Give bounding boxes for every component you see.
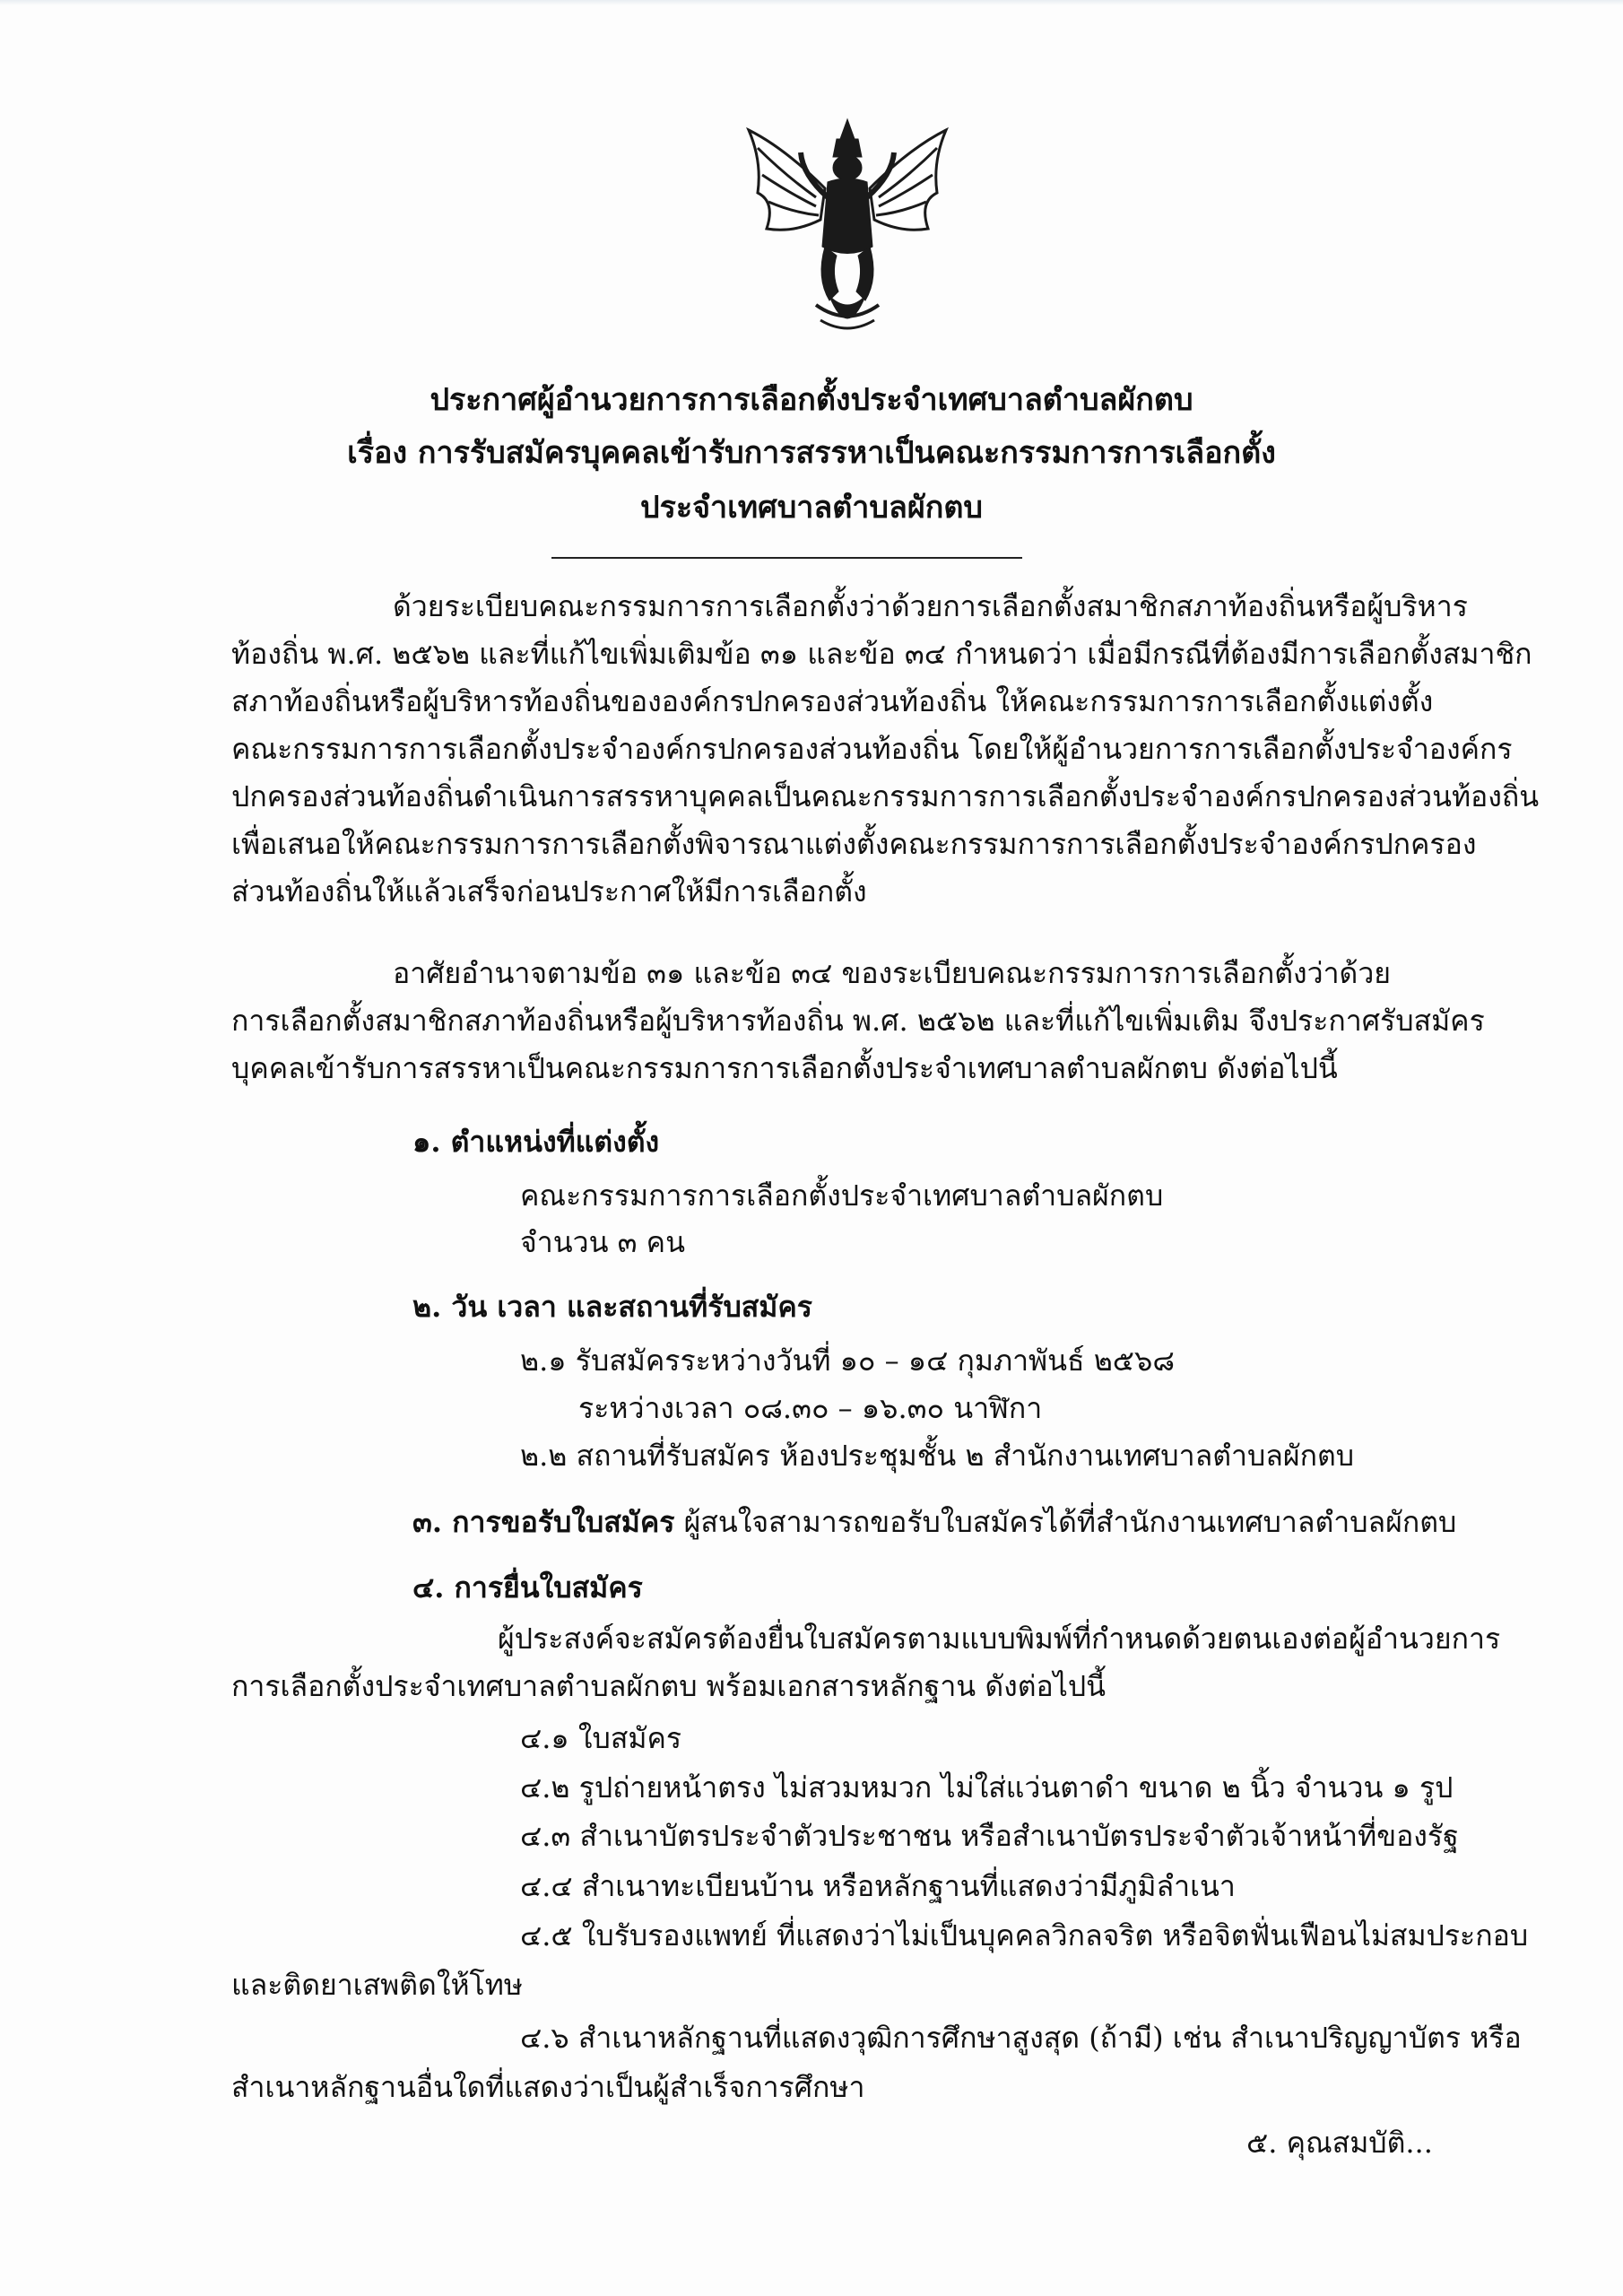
intro-paragraph	[231, 583, 1540, 916]
intro-line: ด้วยระเบียบคณะกรรมการการเลือกตั้งว่าด้วยการเลือกตั้งสมาชิกสภาท้องถิ่นหรือผู้บริหาร	[393, 589, 1468, 623]
page-continuation: ๕. คุณสมบัติ...	[1246, 2126, 1433, 2160]
section4-item3: ๔.๓ สำเนาบัตรประจำตัวประชาชน หรือสำเนาบัตรประจำตัวเจ้าหน้าที่ของรัฐ	[520, 1819, 1459, 1853]
scan-edge	[0, 0, 1623, 5]
section4-item5-line2: และติดยาเสพติดให้โทษ	[231, 1968, 523, 2002]
section4-item6-line2: สำเนาหลักฐานอื่นใดที่แสดงว่าเป็นผู้สำเร็จการศึกษา	[231, 2070, 865, 2104]
intro-line: ส่วนท้องถิ่นให้แล้วเสร็จก่อนประกาศให้มีการเลือกตั้ง	[231, 874, 867, 909]
section2-item1: ๒.๑ รับสมัครระหว่างวันที่ ๑๐ – ๑๔ กุมภาพันธ์ ๒๕๖๘	[520, 1344, 1176, 1378]
section2-time: ระหว่างเวลา ๐๘.๓๐ – ๑๖.๓๐ นาฬิกา	[578, 1391, 1043, 1425]
header-divider	[551, 557, 1022, 559]
section4-intro-line1: ผู้ประสงค์จะสมัครต้องยื่นใบสมัครตามแบบพิมพ์ที่กำหนดด้วยตนเองต่อผู้อำนวยการ	[498, 1622, 1501, 1656]
section1-position: คณะกรรมการการเลือกตั้งประจำเทศบาลตำบลผักตบ	[520, 1178, 1164, 1213]
section4-item2: ๔.๒ รูปถ่ายหน้าตรง ไม่สวมหมวก ไม่ใส่แว่นตาดำ ขนาด ๒ นิ้ว จำนวน ๑ รูป	[520, 1770, 1454, 1805]
intro-line: คณะกรรมการการเลือกตั้งประจำองค์กรปกครองส่วนท้องถิ่น โดยให้ผู้อำนวยการการเลือกตั้งประจำองค์กร	[231, 732, 1513, 766]
section4-item5-line1: ๔.๕ ใบรับรองแพทย์ ที่แสดงว่าไม่เป็นบุคคลวิกลจริต หรือจิตฟั่นเฟือนไม่สมประกอบ	[520, 1918, 1529, 1952]
section4-heading: ๔. การยื่นใบสมัคร	[412, 1570, 643, 1605]
intro-line: ปกครองส่วนท้องถิ่นดำเนินการสรรหาบุคคลเป็นคณะกรรมการการเลือกตั้งประจำองค์กรปกครองส่วนท้องถิ่น	[231, 779, 1540, 813]
authority-line: บุคคลเข้ารับการสรรหาเป็นคณะกรรมการการเลือกตั้งประจำเทศบาลตำบลผักตบ ดังต่อไปนี้	[231, 1051, 1338, 1085]
section4-item1: ๔.๑ ใบสมัคร	[520, 1721, 682, 1755]
intro-line: เพื่อเสนอให้คณะกรรมการการเลือกตั้งพิจารณาแต่งตั้งคณะกรรมการการเลือกตั้งประจำองค์กรปกครอง	[231, 827, 1477, 861]
section3	[412, 1500, 1456, 1545]
announcement-title: ประกาศผู้อำนวยการการเลือกตั้งประจำเทศบาลตำบลผักตบ	[430, 382, 1193, 418]
intro-line: ท้องถิ่น พ.ศ. ๒๕๖๒ และที่แก้ไขเพิ่มเติมข้อ ๓๑ และข้อ ๓๔ กำหนดว่า เมื่อมีกรณีที่ต้องมีการเลือกตั้งสมาชิก	[231, 637, 1532, 671]
section1-count: จำนวน ๓ คน	[520, 1225, 685, 1259]
authority-paragraph	[231, 950, 1485, 1092]
intro-line: สภาท้องถิ่นหรือผู้บริหารท้องถิ่นขององค์กรปกครองส่วนท้องถิ่น ให้คณะกรรมการการเลือกตั้งแต่งตั้ง	[231, 684, 1434, 718]
section3-heading: ๓. การขอรับใบสมัคร	[412, 1505, 675, 1539]
section3-text: ผู้สนใจสามารถขอรับใบสมัครได้ที่สำนักงานเทศบาลตำบลผักตบ	[674, 1505, 1457, 1539]
section2-item2: ๒.๒ สถานที่รับสมัคร ห้องประชุมชั้น ๒ สำนักงานเทศบาลตำบลผักตบ	[520, 1439, 1355, 1473]
section4-item6-line1: ๔.๖ สำเนาหลักฐานที่แสดงวุฒิการศึกษาสูงสุด (ถ้ามี) เช่น สำเนาปริญญาบัตร หรือ	[520, 2021, 1522, 2055]
section4-item4: ๔.๔ สำเนาทะเบียนบ้าน หรือหลักฐานที่แสดงว่ามีภูมิลำเนา	[520, 1869, 1236, 1903]
announcement-subject: เรื่อง การรับสมัครบุคคลเข้ารับการสรรหาเป็นคณะกรรมการการเลือกตั้ง	[347, 435, 1276, 471]
section1-heading: ๑. ตำแหน่งที่แต่งตั้ง	[412, 1125, 660, 1159]
section4-intro-line2: การเลือกตั้งประจำเทศบาลตำบลผักตบ พร้อมเอกสารหลักฐาน ดังต่อไปนี้	[231, 1669, 1107, 1703]
garuda-emblem-icon	[731, 112, 964, 341]
authority-line: อาศัยอำนาจตามข้อ ๓๑ และข้อ ๓๔ ของระเบียบคณะกรรมการการเลือกตั้งว่าด้วย	[393, 956, 1392, 990]
authority-line: การเลือกตั้งสมาชิกสภาท้องถิ่นหรือผู้บริหารท้องถิ่น พ.ศ. ๒๕๖๒ และที่แก้ไขเพิ่มเติม จึงประกาศรับสมัคร	[231, 1004, 1485, 1038]
section2-heading: ๒. วัน เวลา และสถานที่รับสมัคร	[412, 1290, 812, 1324]
announcement-subject-cont: ประจำเทศบาลตำบลผักตบ	[639, 490, 983, 526]
